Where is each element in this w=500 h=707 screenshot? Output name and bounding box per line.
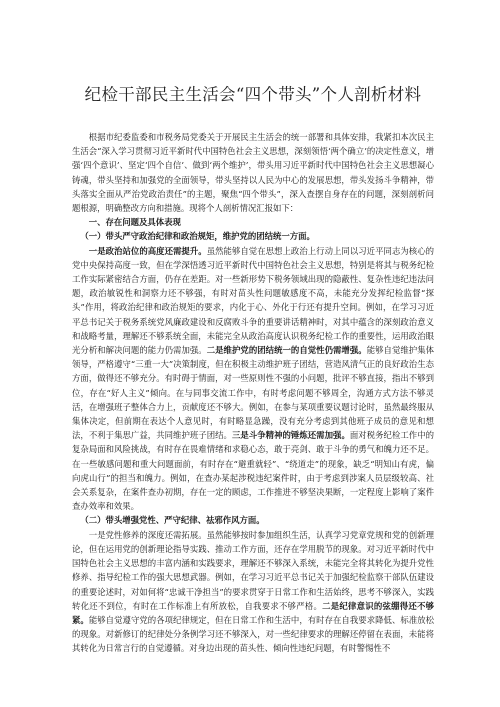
document-body	[72, 130, 434, 656]
body-paragraph-1	[72, 244, 434, 514]
subsection-heading-1: （一）带头严守政治纪律和政治规矩，维护党的团结统一方面。	[80, 231, 315, 242]
point-lead-2: 二是维护党的团结统一的自觉性仍需增强。	[206, 345, 367, 356]
point-text-3: 面对税务纪检工作中的复杂局面和风险挑战，有时存在畏难情绪和求稳心态，敢于亮剑、敢于斗争的勇气和魄力还不足。在一些敏感问题和重大问题面前，有时存在“避重就轻”、“绕道走”的现象，缺乏“明知山有虎，偏向虎山行”的担当和魄力。例如，在查办某起涉税违纪案件时，由于考虑到涉案人员层级较高、社会关系复杂，在案件查办初期，存在一定的顾虑，工作推进不够坚决果断，一定程度上影响了案件查办效率和效果。	[72, 430, 435, 512]
intro-paragraph: 根据市纪委监委和市税务局党委关于开展民主生活会的统一部署和具体安排，我紧扣本次民主生活会“深入学习贯彻习近平新时代中国特色社会主义思想，深刻领悟‘两个确立’的决定性意义，增强‘四个意识’、坚定‘四个自信’、做到‘两个维护’，带头用习近平新时代中国特色社会主义思想凝心铸魂，带头坚持和加强党的全面领导，带头坚持以人民为中心的发展思想，带头发扬斗争精神，带头落实全面从严治党政治责任”的主题，聚焦“四个带头”，深入查摆自身存在的问题，深刻剖析问题根源，明确整改方向和措施。现将个人剖析情况汇报如下：	[72, 132, 434, 214]
point-text-5: 能够自觉遵守党的各项纪律规定，但在日常工作和生活中，有时存在自我要求降低、标准放松的现象。对新修订的纪律处分条例学习还不够深入，对一些纪律要求的理解还停留在表面，未能将其转化为日常言行的自觉遵循。对身边出现的苗头性、倾向性违纪问题，有时警惕性不	[72, 614, 435, 654]
document-title: 纪检干部民主生活会“四个带头”个人剖析材料	[84, 85, 422, 104]
point-lead-5: 二是纪律意识的弦绷得还不够紧。	[72, 600, 434, 625]
point-text-1: 虽然能够自觉在思想上政治上行动上同以习近平同志为核心的党中央保持高度一致，但在学深悟透习近平新时代中国特色社会主义思想，特别是将其与税务纪检工作实际紧密结合方面，仍存在差距。对一些新形势下税务领域出现的隐蔽性、复杂性违纪违法问题，政治敏锐性和洞察力还不够强，有时对苗头性问题敏感度不高，未能充分发挥纪检监督“探头”作用，将政治纪律和政治规矩的要求，内化于心、外化于行还有提升空间。例如，在学习习近平总书记关于税务系统党风廉政建设和反腐败斗争的重要讲话精神时，对其中蕴含的深刻政治意义和战略考量，理解还不够系统全面，未能完全从政治高度认识税务纪检工作的重要性，运用政治眼光分析和解决问题的能力仍需加强。	[72, 245, 434, 356]
subsection-heading-2: （二）带头增强党性、严守纪律、祛邪作风方面。	[80, 515, 265, 526]
point-lead-1: 一是政治站位的高度还需提升。	[88, 245, 207, 256]
point-lead-3: 三是斗争精神的锤炼还需加强。	[231, 430, 350, 441]
section-heading-1: 一、存在问题及具体表现	[88, 217, 181, 228]
point-text-2: 能够自觉维护集体领导，严格遵守“三重一大”决策制度，但在积极主动维护班子团结，营造风清气正的良好政治生态方面，做得还不够充分。有时碍于情面，对一些原则性不强的小问题，批评不够直接，指出不够到位，存在“好人主义”倾向。在与同事交流工作中，有时考虑问题不够周全，沟通方式方法不够灵活，在增强班子整体合力上，贡献度还不够大。例如，在参与某项重要议题讨论时，虽然最终服从集体决定，但前期在表达个人意见时，有时略显急躁，没有充分考虑到其他班子成员的意见和想法，不利于集思广益，共同维护班子团结。	[72, 345, 435, 441]
point-text-4: 一是党性修养的深度还需拓展。虽然能够按时参加组织生活，认真学习党章党规和党的创新理论，但在运用党的创新理论指导实践、推动工作方面，还存在学用脱节的现象。对习近平新时代中国特色社会主义思想的丰富内涵和实践要求，理解还不够深入系统，未能完全将其转化为提升党性修养、指导纪检工作的强大思想武器。例如，在学习习近平总书记关于加强纪检监察干部队伍建设的重要论述时，对如何将“忠诚干净担当”的要求贯穿于日常工作和生活始终，思考不够深入，实践转化还不到位，有时在工作标准上有所放松，自我要求不够严格。	[72, 529, 434, 611]
body-paragraph-2	[72, 528, 434, 656]
